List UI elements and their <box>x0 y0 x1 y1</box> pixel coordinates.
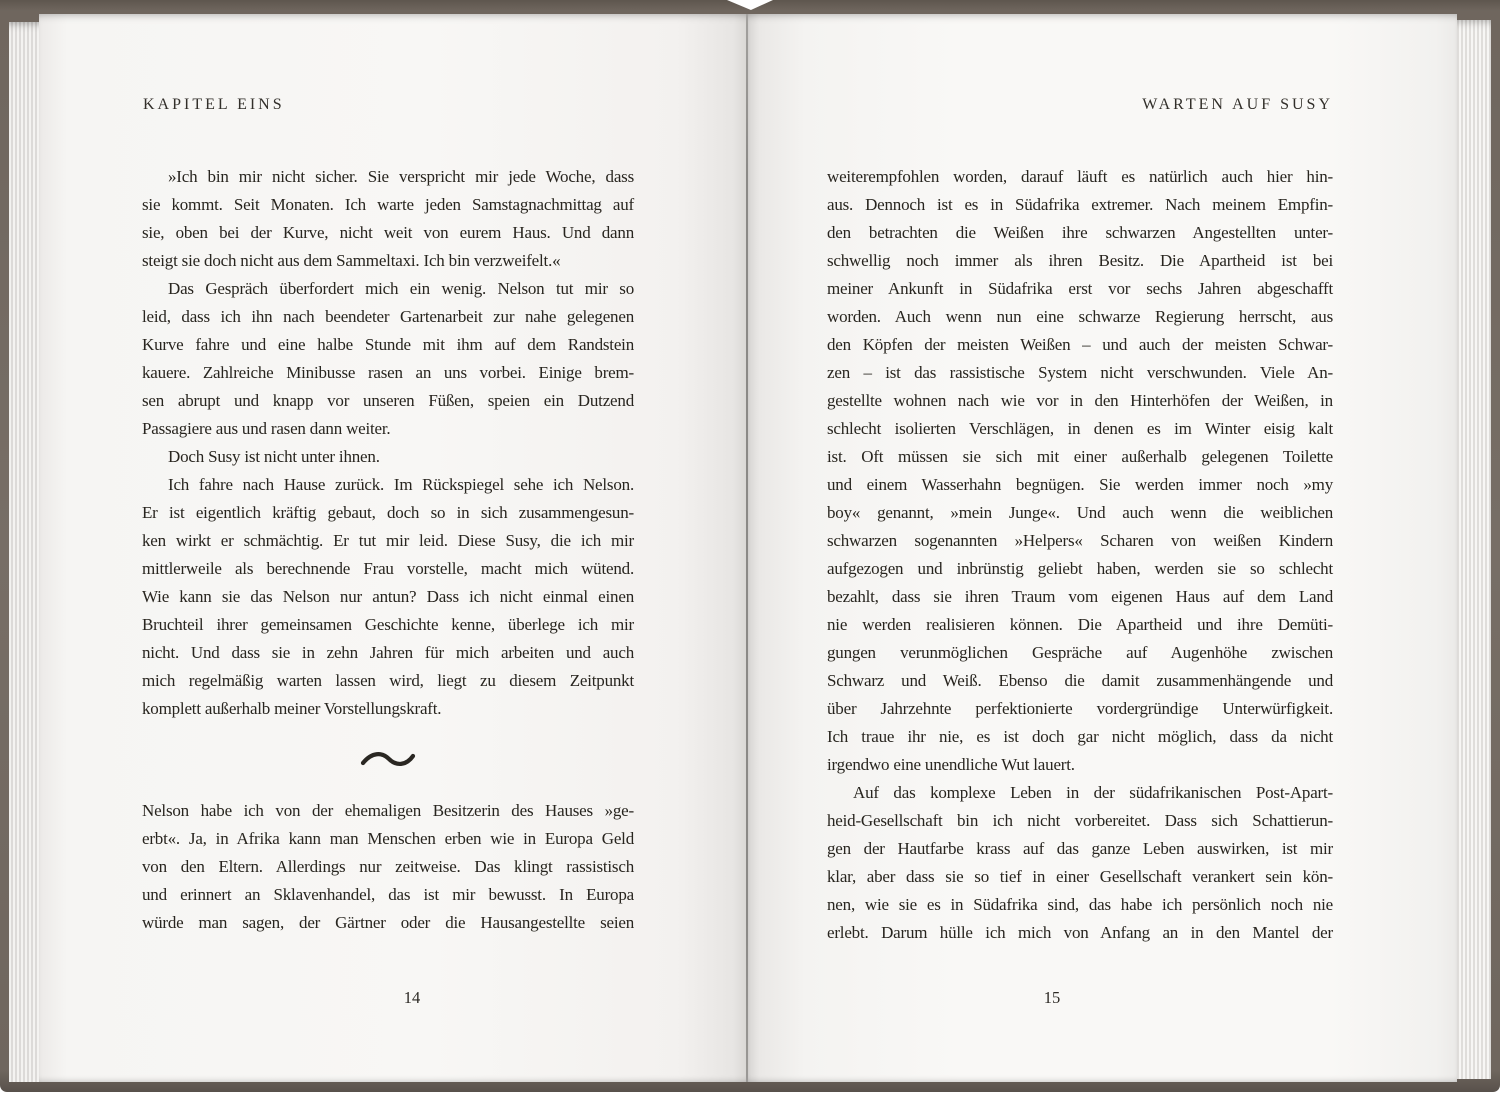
text-line: nicht. Und dass sie in zehn Jahren für mich arbeiten und auch <box>142 643 634 662</box>
text-line: sen abrupt und knapp vor unseren Füßen, speien ein Dutzend <box>142 391 634 410</box>
text-line: irgendwo eine unendliche Wut lauert. <box>827 755 1075 774</box>
text-line: gestellte wohnen nach wie vor in den Hinterhöfen der Weißen, in <box>827 391 1333 410</box>
text-line: klar, aber dass sie so tief in einer Gesellschaft verankert sein kön- <box>827 867 1333 886</box>
text-line: aufgezogen und inbrünstig geliebt haben, werden sie so schlecht <box>827 559 1333 578</box>
text-line: Kurve fahre und eine halbe Stunde mit ihm auf dem Randstein <box>142 335 634 354</box>
page-number-right: 15 <box>1043 988 1061 1007</box>
text-line: erbt«. Ja, in Afrika kann man Menschen erben wie in Europa Geld <box>142 829 634 848</box>
text-line: heid-Gesellschaft bin ich nicht vorbereitet. Dass sich Schattierun- <box>827 811 1333 830</box>
text-line: Wie kann sie das Nelson nur antun? Dass ich nicht einmal einen <box>142 587 634 606</box>
text-line: mich regelmäßig warten lassen wird, liegt zu diesem Zeitpunkt <box>142 671 634 690</box>
text-line: nie werden realisieren können. Die Apartheid und ihre Demüti- <box>827 615 1333 634</box>
text-line: Auf das komplexe Leben in der südafrikanischen Post-Apart- <box>853 783 1333 802</box>
text-line: meiner Ankunft in Südafrika erst vor sechs Jahren abgeschafft <box>827 279 1333 298</box>
text-line: Schwarz und Weiß. Ebenso die damit zusammenhängende und <box>827 671 1333 690</box>
text-line: weiterempfohlen worden, darauf läuft es natürlich auch hier hin- <box>827 167 1333 186</box>
text-line: schlecht isolierten Verschlägen, in denen es im Winter eisig kalt <box>827 419 1333 438</box>
page-edges-right <box>1455 20 1491 1079</box>
text-line: kauere. Zahlreiche Minibusse rasen an uns vorbei. Einige brem- <box>142 363 634 382</box>
text-line: boy« genannt, »mein Junge«. Und auch wenn die weiblichen <box>827 503 1333 522</box>
text-line: sie, oben bei der Kurve, nicht weit von eurem Haus. Und dann <box>142 223 634 242</box>
text-line: zen – ist das rassistische System nicht verschwunden. Viele An- <box>827 363 1333 382</box>
text-line: ist. Oft müssen sie sich mit einer außerhalb gelegenen Toilette <box>827 447 1333 466</box>
text-line: Ich fahre nach Hause zurück. Im Rückspiegel sehe ich Nelson. <box>168 475 634 494</box>
text-line: den betrachten die Weißen ihre schwarzen Angestellten unter- <box>827 223 1333 242</box>
text-line: und einem Wasserhahn begnügen. Sie werden immer noch »my <box>827 475 1333 494</box>
running-header-left: KAPITEL EINS <box>143 96 285 113</box>
text-line: bezahlt, dass sie ihren Traum vom eigenen Haus auf dem Land <box>827 587 1333 606</box>
text-line: und erinnert an Sklavenhandel, das ist mir bewusst. In Europa <box>142 885 634 904</box>
right-page-body <box>827 163 1333 947</box>
text-line: Bruchteil ihrer gemeinsamen Geschichte kenne, überlege ich mir <box>142 615 634 634</box>
text-line: erlebt. Darum hülle ich mich von Anfang an in den Mantel der <box>827 923 1333 942</box>
text-line: gen der Hautfarbe krass auf das ganze Leben auswirken, ist mir <box>827 839 1333 858</box>
text-line: mittlerweile als berechnende Frau vorstelle, macht mich wütend. <box>142 559 634 578</box>
text-line: komplett außerhalb meiner Vorstellungskraft. <box>142 699 442 718</box>
text-line: worden. Auch wenn nun eine schwarze Regierung herrscht, aus <box>827 307 1333 326</box>
text-line: über Jahrzehnte perfektionierte vordergründige Unterwürfigkeit. <box>827 699 1333 718</box>
text-line: Nelson habe ich von der ehemaligen Besitzerin des Hauses »ge- <box>142 801 634 820</box>
swung-dash-divider <box>142 723 634 797</box>
book-gutter <box>746 14 748 1082</box>
text-line: sie kommt. Seit Monaten. Ich warte jeden Samstagnachmittag auf <box>142 195 634 214</box>
text-line: Doch Susy ist nicht unter ihnen. <box>168 447 380 466</box>
running-header-right: WARTEN AUF SUSY <box>1142 96 1333 113</box>
text-line: Ich traue ihr nie, es ist doch gar nicht möglich, dass da nicht <box>827 727 1333 746</box>
text-line: Das Gespräch überfordert mich ein wenig. Nelson tut mir so <box>168 279 634 298</box>
text-line: von den Eltern. Allerdings nur zeitweise. Das klingt rassistisch <box>142 857 634 876</box>
text-line: den Köpfen der meisten Weißen – und auch der meisten Schwar- <box>827 335 1333 354</box>
page-edges-left <box>9 22 42 1082</box>
text-line: schwarzen sogenannten »Helpers« Scharen von weißen Kindern <box>827 531 1333 550</box>
text-line: aus. Dennoch ist es in Südafrika extremer. Nach meinem Empfin- <box>827 195 1333 214</box>
text-line: würde man sagen, der Gärtner oder die Hausangestellte seien <box>142 913 634 932</box>
text-line: nen, wie sie es in Südafrika sind, das habe ich persönlich noch nie <box>827 895 1333 914</box>
left-page-body <box>142 163 634 937</box>
page-number-left: 14 <box>403 988 421 1007</box>
text-line: ken wirkt er schmächtig. Er tut mir leid. Diese Susy, die ich mir <box>142 531 634 550</box>
text-line: leid, dass ich ihn nach beendeter Gartenarbeit zur nahe gelegenen <box>142 307 634 326</box>
text-line: steigt sie doch nicht aus dem Sammeltaxi. Ich bin verzweifelt.« <box>142 251 561 270</box>
text-line: »Ich bin mir nicht sicher. Sie verspricht mir jede Woche, dass <box>168 167 634 186</box>
text-line: schwellig noch immer als ihren Besitz. Die Apartheid ist bei <box>827 251 1333 270</box>
text-line: Passagiere aus und rasen dann weiter. <box>142 419 391 438</box>
text-line: Er ist eigentlich kräftig gebaut, doch so in sich zusammengesun- <box>142 503 634 522</box>
text-line: gungen verunmöglichen Gespräche auf Augenhöhe zwischen <box>827 643 1333 662</box>
